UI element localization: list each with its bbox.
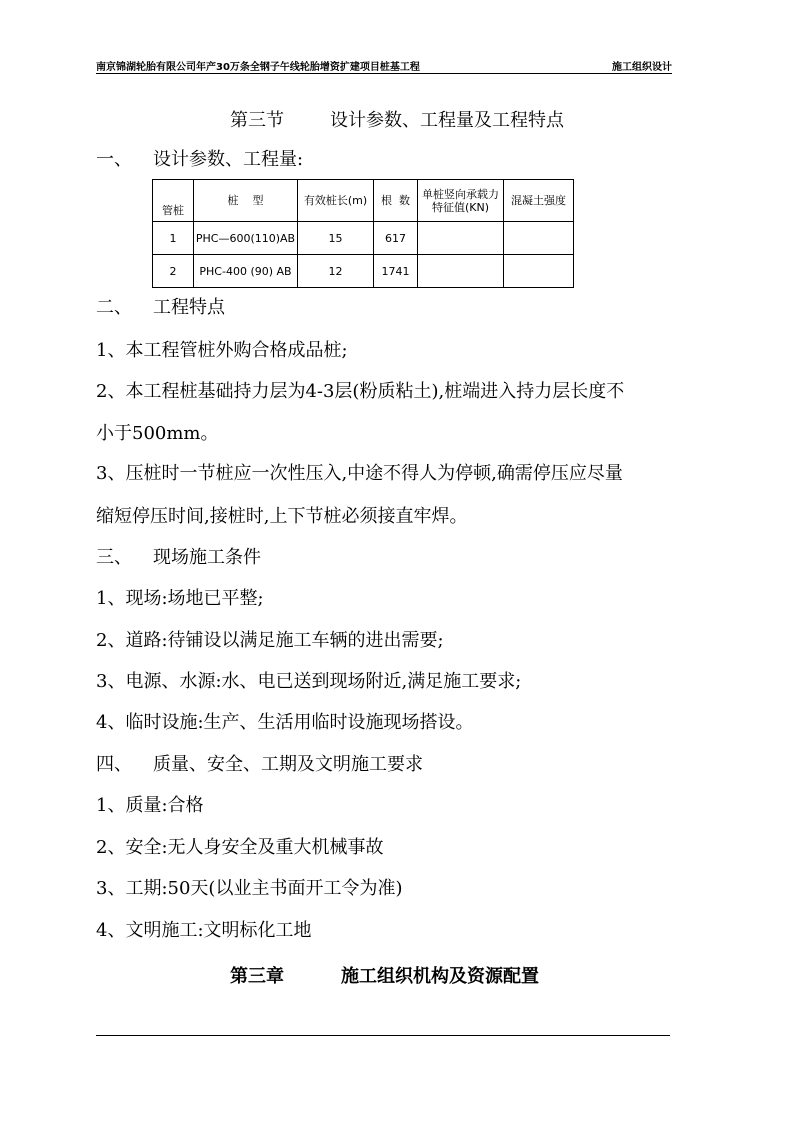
- paragraph-line: 小于500mm。: [96, 423, 219, 444]
- cell-capacity: [418, 255, 504, 288]
- list-item: 2、安全:无人身安全及重大机械事故: [96, 837, 384, 858]
- cell-pile-type: PHC—600(110)AB: [194, 222, 298, 255]
- col-header-length: 有效桩长(m): [298, 180, 374, 222]
- chapter-number: 第三章: [230, 966, 284, 987]
- paragraph-line: 3、压桩时一节桩应一次性压入,中途不得人为停顿,确需停压应尽量: [96, 463, 623, 484]
- col-header-pile-type: 桩 型: [194, 180, 298, 222]
- list-item: 1、质量:合格: [96, 795, 204, 816]
- header-doc-type: 施工组织设计: [612, 62, 672, 73]
- section-number: 第三节: [230, 110, 284, 131]
- cell-concrete: [504, 255, 574, 288]
- heading-requirements: [96, 754, 423, 776]
- list-item: 2、道路:待铺设以满足施工车辆的进出需要;: [96, 630, 444, 651]
- heading-number: 一、: [96, 149, 132, 170]
- page-header: [96, 57, 672, 74]
- list-item: 4、文明施工:文明标化工地: [96, 920, 312, 941]
- heading-text: 工程特点: [153, 297, 225, 318]
- cell-count: 1741: [374, 255, 418, 288]
- list-item: 3、电源、水源:水、电已送到现场附近,满足施工要求;: [96, 671, 522, 692]
- table-row: [153, 255, 574, 288]
- paragraph-line: 缩短停压时间,接桩时,上下节桩必须接直牢焊。: [96, 506, 468, 527]
- cell-pile-type: PHC-400 (90) AB: [194, 255, 298, 288]
- list-item: 4、临时设施:生产、生活用临时设施现场搭设。: [96, 712, 474, 733]
- cell-length: 12: [298, 255, 374, 288]
- section-title-text: 设计参数、工程量及工程特点: [330, 110, 564, 131]
- table-header-row: [153, 180, 574, 222]
- paragraph-line: 1、本工程管桩外购合格成品桩;: [96, 340, 348, 361]
- cell-index: 1: [153, 222, 194, 255]
- heading-number: 三、: [96, 547, 132, 568]
- header-project-name: 南京锦湖轮胎有限公司年产30万条全钢子午线轮胎增资扩建项目桩基工程: [96, 62, 420, 73]
- section-title: [230, 106, 564, 132]
- chapter-title: [230, 962, 539, 988]
- footer-divider: [96, 1035, 670, 1036]
- col-header-pile: 管桩: [153, 180, 194, 222]
- cell-capacity: [418, 222, 504, 255]
- cell-length: 15: [298, 222, 374, 255]
- list-item: 1、现场:场地已平整;: [96, 588, 264, 609]
- cell-count: 617: [374, 222, 418, 255]
- design-params-table: [152, 179, 574, 288]
- table-row: [153, 222, 574, 255]
- col-header-concrete: 混凝土强度: [504, 180, 574, 222]
- heading-text: 现场施工条件: [153, 547, 261, 568]
- cell-index: 2: [153, 255, 194, 288]
- heading-project-features: [96, 297, 225, 319]
- heading-number: 四、: [96, 754, 132, 775]
- list-item: 3、工期:50天(以业主书面开工令为准): [96, 878, 403, 899]
- paragraph-line: 2、本工程桩基础持力层为4-3层(粉质粘土),桩端进入持力层长度不: [96, 381, 625, 402]
- chapter-title-text: 施工组织机构及资源配置: [341, 966, 539, 987]
- heading-text: 质量、安全、工期及文明施工要求: [153, 754, 423, 775]
- col-header-count: 根 数: [374, 180, 418, 222]
- heading-design-params: [96, 149, 303, 171]
- heading-site-conditions: [96, 547, 261, 569]
- heading-number: 二、: [96, 297, 132, 318]
- col-header-capacity: 单桩竖向承载力特征值(KN): [418, 180, 504, 222]
- cell-concrete: [504, 222, 574, 255]
- heading-text: 设计参数、工程量:: [153, 149, 304, 170]
